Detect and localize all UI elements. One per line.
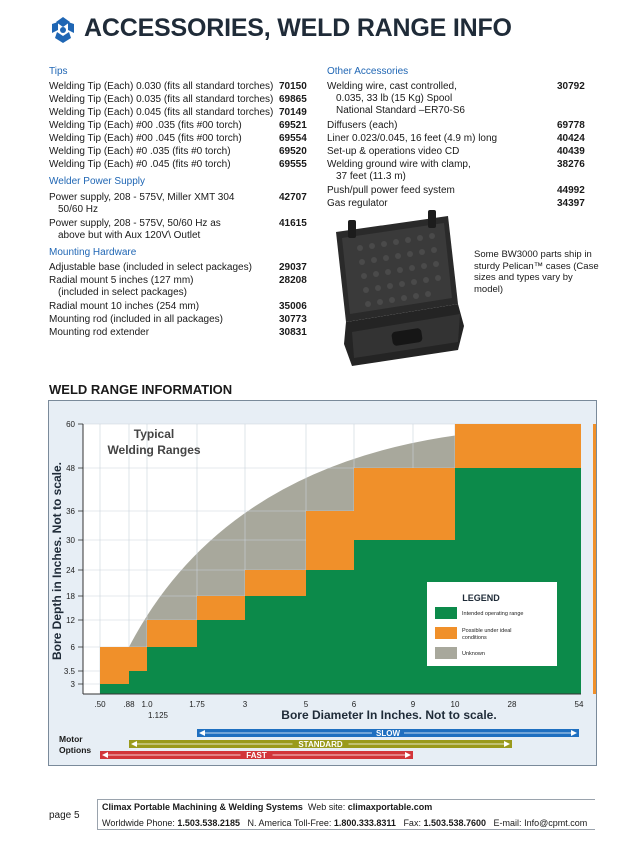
x-tick-label: 1.0: [141, 700, 153, 709]
item-label: Welding Tip (Each) 0.045 (fits all standard torches): [49, 107, 274, 118]
x-tick-label: 9: [410, 700, 416, 709]
motor-bar-label: FAST: [246, 751, 267, 760]
mounting-heading: Mounting Hardware: [49, 247, 137, 258]
list-item: [327, 146, 585, 158]
pelican-case-image: [330, 208, 468, 370]
y-tick-label: 60: [66, 420, 75, 429]
part-number: 40424: [557, 133, 585, 144]
weld-range-heading: WELD RANGE INFORMATION: [49, 382, 233, 397]
part-number: 35006: [279, 301, 307, 312]
website-label: Web site:: [307, 802, 346, 812]
footer-rule: [97, 799, 595, 800]
list-item: [327, 185, 585, 197]
footer-company-line: [102, 802, 432, 812]
phone-number: 1.503.538.2185: [177, 818, 240, 828]
item-label: Set-up & operations video CD: [327, 146, 460, 157]
list-item: [49, 107, 307, 119]
part-number: 69554: [279, 133, 307, 144]
list-item: [49, 120, 307, 132]
x-tick-label: 54: [574, 700, 584, 709]
weld-range-chart-panel: [48, 400, 597, 766]
part-number: 30792: [557, 81, 585, 92]
fax-number: 1.503.538.7600: [423, 818, 487, 828]
item-label: Power supply, 208 - 575V, 50/60 Hz as: [49, 218, 221, 229]
operating-range-step: [197, 620, 245, 694]
list-item: [49, 192, 307, 216]
list-item: [327, 120, 585, 132]
item-sublabel: 37 feet (11.3 m): [336, 171, 406, 182]
item-label: Welding Tip (Each) 0.035 (fits all standard torches): [49, 94, 274, 105]
power-heading: Welder Power Supply: [49, 176, 145, 187]
part-number: 69520: [279, 146, 307, 157]
part-number: 69778: [557, 120, 585, 131]
item-label: Welding Tip (Each) #0 .045 (fits #0 torch): [49, 159, 231, 170]
legend-label: Intended operating range: [462, 611, 524, 617]
part-number: 69521: [279, 120, 307, 131]
motor-label-line2: Options: [59, 745, 92, 755]
operating-range-step: [245, 596, 306, 694]
item-label: Mounting rod (included in all packages): [49, 314, 223, 325]
item-sublabel: National Standard –ER70-S6: [336, 105, 465, 116]
item-sublabel: (included in select packages): [58, 287, 187, 298]
footer-divider: [97, 799, 98, 829]
page-title: ACCESSORIES, WELD RANGE INFO: [84, 14, 512, 42]
x-tick-label: 6: [351, 700, 357, 709]
x-tick-label: 3: [242, 700, 248, 709]
y-tick-label: 12: [66, 616, 75, 625]
operating-range-step: [100, 684, 129, 694]
item-label: Welding Tip (Each) #00 .035 (fits #00 torch): [49, 120, 242, 131]
tips-heading: Tips: [49, 66, 68, 77]
legend-label: conditions: [462, 635, 487, 641]
y-tick-label: 36: [66, 507, 75, 516]
y-axis-title: Bore Depth in Inches. Not to scale.: [50, 461, 64, 661]
list-item: [49, 262, 307, 274]
other-heading: Other Accessories: [327, 66, 409, 77]
email-label: E-mail:: [493, 818, 522, 828]
part-number: 30773: [279, 314, 307, 325]
fax-label: Fax:: [403, 818, 421, 828]
list-item: [327, 159, 585, 183]
list-item: [49, 159, 307, 171]
y-tick-label: 3.5: [63, 667, 75, 676]
part-number: 69555: [279, 159, 307, 170]
legend-swatch: [435, 627, 457, 639]
legend-label: Possible under ideal: [462, 628, 512, 634]
x-tick-label: .88: [123, 700, 135, 709]
legend-swatch: [435, 647, 457, 659]
email-link[interactable]: Info@cpmt.com: [524, 818, 588, 828]
motor-bar-label: SLOW: [376, 729, 400, 738]
item-sublabel: 0.035, 33 lb (15 Kg) Spool: [336, 93, 453, 104]
part-number: 29037: [279, 262, 307, 273]
y-tick-label: 24: [66, 566, 75, 575]
climax-logo-icon: [49, 16, 77, 44]
legend-swatch: [435, 607, 457, 619]
item-label: Welding Tip (Each) #00 .045 (fits #00 torch): [49, 133, 242, 144]
item-label: Diffusers (each): [327, 120, 398, 131]
part-number: 42707: [279, 192, 307, 203]
weld-range-chart: [49, 401, 596, 765]
item-sublabel: 50/60 Hz: [58, 204, 99, 215]
item-label: Adjustable base (included in select packages): [49, 262, 252, 273]
part-number: 28208: [279, 275, 307, 286]
item-label: Radial mount 10 inches (254 mm): [49, 301, 200, 312]
x-axis-title: Bore Diameter In Inches. Not to scale.: [281, 708, 497, 722]
footer-rule: [97, 829, 595, 830]
item-label: Welding Tip (Each) #0 .035 (fits #0 torch): [49, 146, 231, 157]
part-number: 41615: [279, 218, 307, 229]
y-tick-label: 30: [66, 536, 75, 545]
operating-range-step: [129, 671, 147, 694]
list-item: [49, 327, 307, 339]
list-item: [49, 301, 307, 313]
operating-range-step: [147, 647, 197, 694]
legend-label: Unknown: [462, 651, 485, 657]
footer-contact-line: [102, 818, 587, 828]
list-item: [49, 94, 307, 106]
list-item: [49, 218, 307, 242]
list-item: [49, 81, 307, 93]
part-number: 34397: [557, 198, 585, 209]
phone-label: Worldwide Phone:: [102, 818, 175, 828]
part-number: 70150: [279, 81, 307, 92]
tollfree-number: 1.800.333.8311: [333, 818, 396, 828]
part-number: 30831: [279, 327, 307, 338]
legend-title: LEGEND: [462, 593, 500, 603]
operating-range-step: [306, 570, 354, 694]
part-number: 44992: [557, 185, 585, 196]
list-item: [327, 81, 585, 117]
x-tick-label: 28: [507, 700, 517, 709]
part-number: 70149: [279, 107, 307, 118]
list-item: [49, 314, 307, 326]
y-tick-label: 48: [66, 464, 75, 473]
edge-strip: [593, 424, 596, 694]
list-item: [49, 133, 307, 145]
item-label: Gas regulator: [327, 198, 388, 209]
x-tick-label: .50: [94, 700, 106, 709]
item-label: Push/pull power feed system: [327, 185, 455, 196]
item-label: Mounting rod extender: [49, 327, 150, 338]
y-tick-label: 18: [66, 592, 75, 601]
part-number: 38276: [557, 159, 585, 170]
x-tick-label: 10: [450, 700, 460, 709]
website-link[interactable]: climaxportable.com: [347, 802, 433, 812]
y-tick-label: 3: [70, 680, 75, 689]
x-tick-label: 5: [303, 700, 309, 709]
item-label: Liner 0.023/0.045, 16 feet (4.9 m) long: [327, 133, 498, 144]
list-item: [49, 146, 307, 158]
x-tick-label: 1.125: [147, 711, 169, 720]
item-label: Welding Tip (Each) 0.030 (fits all standard torches): [49, 81, 274, 92]
y-tick-label: 6: [70, 643, 75, 652]
chart-title-line2: Welding Ranges: [107, 443, 201, 457]
company-name: Climax Portable Machining & Welding Systems: [102, 802, 303, 812]
motor-label-line1: Motor: [59, 734, 83, 744]
item-label: Power supply, 208 - 575V, Miller XMT 304: [49, 192, 235, 203]
tollfree-label: N. America Toll-Free:: [247, 818, 332, 828]
part-number: 40439: [557, 146, 585, 157]
list-item: [327, 133, 585, 145]
item-label: Welding wire, cast controlled,: [327, 81, 457, 92]
list-item: [49, 275, 307, 299]
motor-bar-label: STANDARD: [298, 740, 343, 749]
item-label: Radial mount 5 inches (127 mm): [49, 275, 194, 286]
case-caption: Some BW3000 parts ship in sturdy Pelican™ cases (Case sizes and types vary by model): [474, 249, 599, 295]
x-tick-label: 1.75: [189, 700, 205, 709]
page-number: page 5: [49, 810, 80, 821]
item-label: Welding ground wire with clamp,: [327, 159, 471, 170]
part-number: 69865: [279, 94, 307, 105]
item-sublabel: above but with Aux 120V\ Outlet: [58, 230, 201, 241]
chart-title-line1: Typical: [133, 427, 175, 441]
